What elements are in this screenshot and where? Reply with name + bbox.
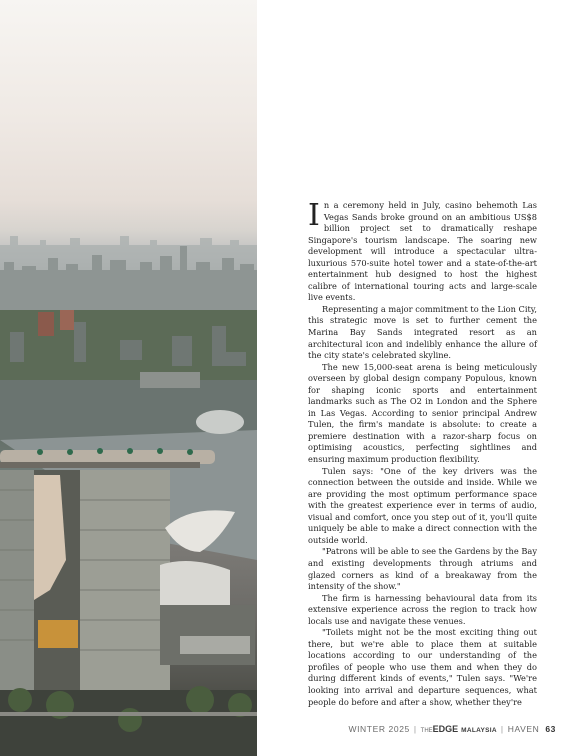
article-paragraph: "Patrons will be able to see the Gardens by the Bay and existing developments through atriums and glazed corners as kind of a breakaway from the intensity of the show." (308, 546, 537, 592)
article-paragraph: In a ceremony held in July, casino behemoth Las Vegas Sands broke ground on an ambitious US$8 billion project set to dramatically reshape Singapore's tourism landscape. The soaring new development will introduce a spectacular ultra-luxurious 570-suite hotel tower and a state-of-the-art entertainment hub designed to host the highest calibre of international touring acts and large-scale live events. (308, 198, 537, 303)
page-number: 63 (545, 724, 556, 734)
mall-roof (160, 561, 230, 605)
article-paragraph: The firm is harnessing behavioural data from its extensive experience across the region to track how locals use and navigate these venues. (308, 592, 537, 626)
brand-logo-country: MALAYSIA (461, 727, 497, 734)
skypark (0, 450, 215, 464)
brand-logo-edge: EDGE (432, 724, 459, 734)
page-footer (348, 724, 556, 734)
city-skyline-illustration (0, 0, 257, 756)
footer-divider: | (413, 724, 417, 734)
section-name: HAVEN (507, 724, 540, 734)
article-body (308, 200, 537, 708)
article-paragraph: The new 15,000-seat arena is being meticulously overseen by global design company Populous, known for shaping iconic sports and entertainment landmarks such as The O2 in London and the Sphere in Las Vegas. According to senior principal Andrew Tulen, the firm's mandate is absolute: to create a premiere destination with a razor-sharp focus on optimising acoustics, perfecting sightlines and ensuring maximum production flexibility. (308, 361, 537, 465)
brand-logo-the: THE (420, 728, 433, 734)
issue-season: WINTER 2025 (348, 724, 410, 734)
article-paragraph: Representing a major commitment to the Lion City, this strategic move is set to further cement the Marina Bay Sands integrated resort as an architectural icon and indelibly enhance the allure of the city state's celebrated skyline. (308, 303, 537, 361)
esplanade-dome (196, 410, 244, 434)
hotel-towers (0, 470, 170, 695)
marina-bay-sands-photo (0, 0, 257, 756)
article-paragraph: "Toilets might not be the most exciting thing out there, but we're able to place them at suitable locations according to our understanding of the profiles of people who use them and when they do during different kinds of events," Tulen says. "We're looking into arrival and departure sequences, what people do before and after a show, whether they're (308, 627, 537, 707)
article-paragraph: Tulen says: "One of the key drivers was the connection between the outside and inside. While we are providing the most optimum performance space with the greatest experience ever in terms of audio, visual and comfort, once you step out of it, you'll quite uniquely be able to make a direct connection with the outside world. (308, 465, 537, 545)
drop-cap: I (308, 198, 320, 233)
footer-divider: | (500, 724, 504, 734)
